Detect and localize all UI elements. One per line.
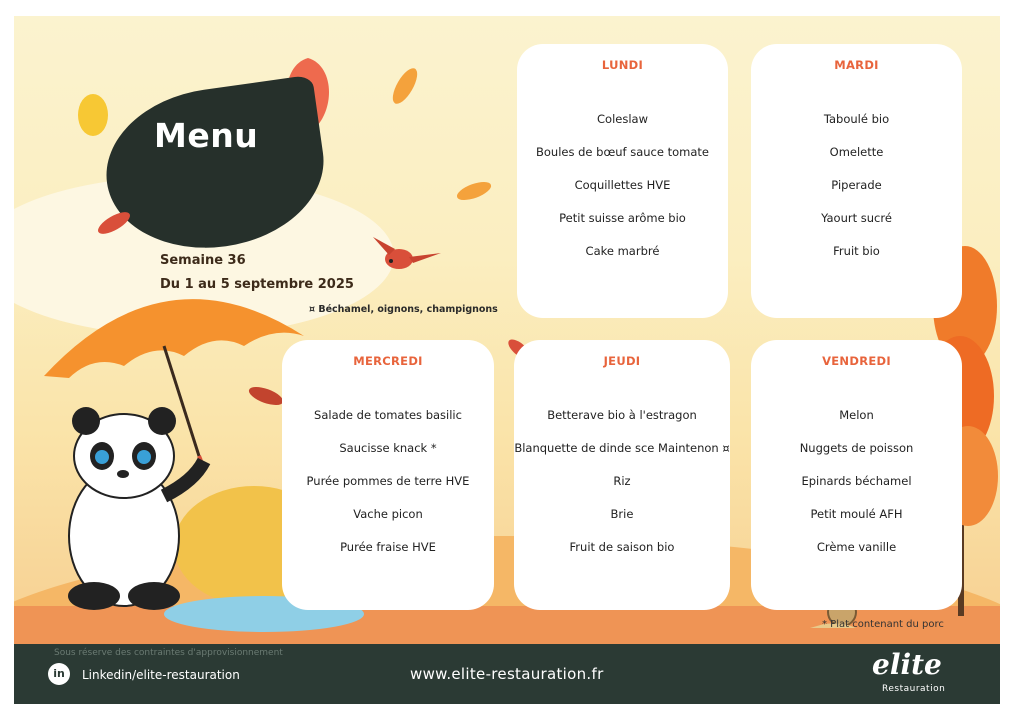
menu-item: Betterave bio à l'estragon <box>547 408 697 422</box>
menu-item: Purée fraise HVE <box>340 540 436 554</box>
menu-item: Yaourt sucré <box>821 211 892 225</box>
menu-item: Omelette <box>829 145 884 159</box>
brand-subtitle: Restauration <box>882 684 946 694</box>
pork-legend: * Plat contenant du porc <box>822 619 944 630</box>
leaf-icon <box>246 381 286 411</box>
panda-umbrella-illustration <box>14 266 314 646</box>
day-title: LUNDI <box>601 58 644 72</box>
leaf-icon <box>454 176 494 206</box>
menu-item: Crème vanille <box>816 540 897 554</box>
day-title: MARDI <box>834 58 879 72</box>
menu-item: Fruit de saison bio <box>569 540 675 554</box>
menu-item: Fruit bio <box>833 244 880 258</box>
day-card-mercredi <box>282 340 494 610</box>
menu-item: Vache picon <box>353 507 423 521</box>
menu-item: Petit suisse arôme bio <box>559 211 686 225</box>
leaf-icon <box>94 206 134 240</box>
bird-illustration <box>369 231 449 281</box>
menu-item: Boules de bœuf sauce tomate <box>536 145 709 159</box>
menu-item: Salade de tomates basilic <box>314 408 462 422</box>
day-title: JEUDI <box>603 354 641 368</box>
linkedin-link[interactable]: Linkedin/elite-restauration <box>82 668 240 682</box>
menu-item: Purée pommes de terre HVE <box>306 474 470 488</box>
menu-item: Saucisse knack * <box>339 441 437 455</box>
menu-item: Brie <box>610 507 634 521</box>
week-number: Semaine 36 <box>160 253 246 268</box>
footnote-bechamel: ¤ Béchamel, oignons, champignons <box>309 304 498 315</box>
menu-item: Piperade <box>831 178 882 192</box>
menu-item: Taboulé bio <box>823 112 890 126</box>
day-card-jeudi <box>514 340 730 610</box>
week-dates: Du 1 au 5 septembre 2025 <box>160 277 354 292</box>
footer-bar <box>14 644 1000 704</box>
day-card-mardi <box>751 44 962 318</box>
menu-item: Epinards béchamel <box>801 474 912 488</box>
disclaimer-text: Sous réserve des contraintes d'approvisionnement <box>54 648 283 658</box>
day-card-vendredi <box>751 340 962 610</box>
brand-logo: elite <box>872 648 942 681</box>
menu-sheet <box>14 16 1000 704</box>
menu-item: Coleslaw <box>597 112 648 126</box>
menu-item: Petit moulé AFH <box>810 507 903 521</box>
menu-item: Riz <box>613 474 631 488</box>
day-card-lundi <box>517 44 728 318</box>
leaf-icon <box>390 64 420 108</box>
menu-item: Cake marbré <box>585 244 660 258</box>
menu-item: Coquillettes HVE <box>574 178 671 192</box>
menu-item: Nuggets de poisson <box>799 441 914 455</box>
day-title: VENDREDI <box>822 354 891 368</box>
website-link[interactable]: www.elite-restauration.fr <box>410 665 604 683</box>
yellow-leaf-icon <box>76 92 110 138</box>
menu-title: Menu <box>154 116 259 155</box>
menu-item: Blanquette de dinde sce Maintenon ¤ <box>514 441 730 455</box>
menu-item: Melon <box>839 408 874 422</box>
day-title: MERCREDI <box>353 354 423 368</box>
linkedin-icon[interactable]: in <box>48 663 70 685</box>
